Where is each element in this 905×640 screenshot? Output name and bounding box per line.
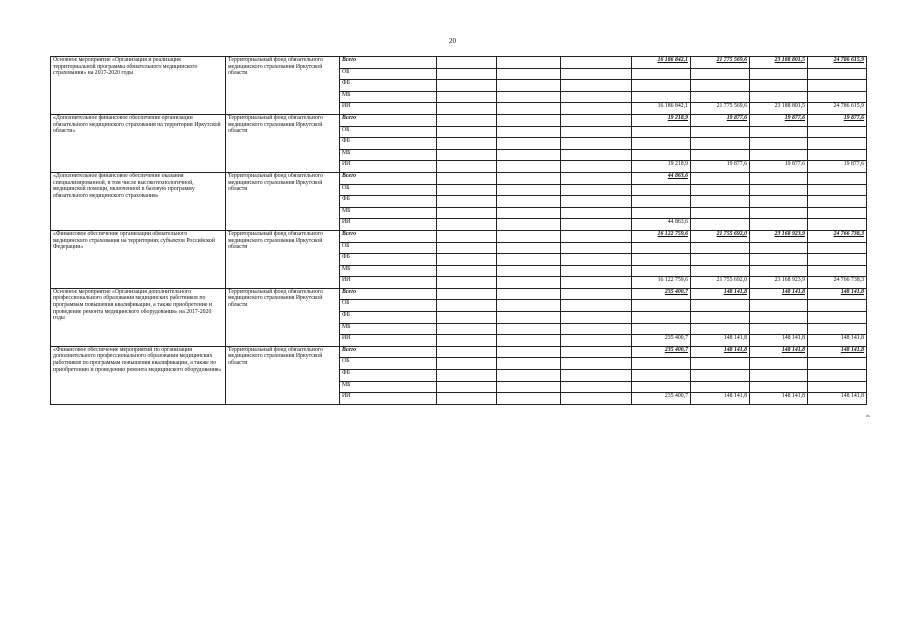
- table-row: [51, 57, 867, 69]
- amount-cell: [632, 358, 691, 370]
- empty-cell: [437, 68, 497, 80]
- amount-cell: 44 863,6: [632, 219, 691, 231]
- amount-cell: 148 141,8: [808, 335, 867, 347]
- empty-cell: [437, 265, 497, 277]
- amount-cell: [750, 138, 808, 150]
- amount-cell: 148 141,8: [808, 346, 867, 358]
- amount-cell: 19 218,9: [632, 114, 691, 126]
- empty-cell: [497, 370, 561, 382]
- amount-cell: [632, 126, 691, 138]
- amount-cell: 16 186 842,1: [632, 103, 691, 115]
- amount-cell: 19 877,6: [691, 161, 750, 173]
- amount-cell: [691, 323, 750, 335]
- page-number: 20: [449, 37, 456, 45]
- empty-cell: [437, 381, 497, 393]
- amount-cell: [691, 138, 750, 150]
- funding-source: МБ: [340, 381, 437, 393]
- amount-cell: [691, 91, 750, 103]
- amount-cell: [808, 68, 867, 80]
- empty-cell: [561, 138, 632, 150]
- amount-cell: [691, 312, 750, 324]
- amount-cell: [632, 91, 691, 103]
- funding-source: ОБ: [340, 126, 437, 138]
- empty-cell: [437, 126, 497, 138]
- empty-cell: [437, 91, 497, 103]
- amount-cell: [808, 300, 867, 312]
- amount-cell: 21 775 569,6: [691, 103, 750, 115]
- table-row: [51, 288, 867, 300]
- empty-cell: [437, 312, 497, 324]
- empty-cell: [561, 277, 632, 289]
- funding-source: ИИ: [340, 219, 437, 231]
- amount-cell: [691, 80, 750, 92]
- responsible-executor: Территориальный фонд обязательного медицинского страхования Иркутской области: [226, 172, 340, 230]
- empty-cell: [497, 207, 561, 219]
- closing-quote-mark: ».: [866, 413, 871, 419]
- amount-cell: [632, 184, 691, 196]
- responsible-executor: Территориальный фонд обязательного медицинского страхования Иркутской области: [226, 288, 340, 346]
- amount-cell: 148 141,8: [750, 393, 808, 405]
- empty-cell: [437, 358, 497, 370]
- empty-cell: [561, 300, 632, 312]
- empty-cell: [437, 323, 497, 335]
- amount-cell: [691, 172, 750, 184]
- amount-cell: 23 188 801,5: [750, 57, 808, 69]
- empty-cell: [561, 149, 632, 161]
- activity-title: Основное мероприятие «Организация и реализация территориальной программы обязательного медицинского страхования» на 2017-2020 годы: [51, 57, 226, 115]
- empty-cell: [437, 138, 497, 150]
- empty-cell: [561, 207, 632, 219]
- empty-cell: [497, 312, 561, 324]
- amount-cell: [691, 300, 750, 312]
- amount-cell: [808, 184, 867, 196]
- empty-cell: [561, 126, 632, 138]
- amount-cell: [750, 196, 808, 208]
- empty-cell: [497, 358, 561, 370]
- funding-source: ФБ: [340, 138, 437, 150]
- funding-source: ИИ: [340, 161, 437, 173]
- amount-cell: [691, 207, 750, 219]
- amount-cell: [750, 381, 808, 393]
- empty-cell: [561, 323, 632, 335]
- amount-cell: [808, 323, 867, 335]
- empty-cell: [497, 172, 561, 184]
- empty-cell: [561, 381, 632, 393]
- amount-cell: [750, 254, 808, 266]
- amount-cell: 24 766 738,3: [808, 277, 867, 289]
- budget-table: [50, 56, 867, 405]
- empty-cell: [437, 161, 497, 173]
- funding-source: Всего: [340, 230, 437, 242]
- activity-title: «Дополнительное финансовое обеспечение оказания специализированной, в том числе высокотехнологичной, медицинской помощи, включенной в базовую программу обязательного медицинского страхования»: [51, 172, 226, 230]
- empty-cell: [497, 196, 561, 208]
- amount-cell: [691, 254, 750, 266]
- empty-cell: [497, 219, 561, 231]
- empty-cell: [497, 277, 561, 289]
- amount-cell: [632, 149, 691, 161]
- funding-source: ИИ: [340, 103, 437, 115]
- empty-cell: [497, 230, 561, 242]
- funding-source: ОБ: [340, 358, 437, 370]
- amount-cell: 148 141,8: [691, 393, 750, 405]
- empty-cell: [497, 381, 561, 393]
- empty-cell: [561, 196, 632, 208]
- amount-cell: 19 877,6: [750, 161, 808, 173]
- amount-cell: [808, 265, 867, 277]
- amount-cell: [808, 80, 867, 92]
- amount-cell: 148 141,8: [750, 335, 808, 347]
- table-row: [51, 346, 867, 358]
- amount-cell: [632, 265, 691, 277]
- amount-cell: 23 188 801,5: [750, 103, 808, 115]
- funding-source: МБ: [340, 265, 437, 277]
- amount-cell: 235 400,7: [632, 288, 691, 300]
- amount-cell: 21 775 569,6: [691, 57, 750, 69]
- empty-cell: [561, 254, 632, 266]
- amount-cell: [750, 126, 808, 138]
- empty-cell: [561, 161, 632, 173]
- amount-cell: 16 122 759,6: [632, 277, 691, 289]
- funding-source: Всего: [340, 172, 437, 184]
- amount-cell: [750, 149, 808, 161]
- amount-cell: [750, 323, 808, 335]
- amount-cell: [691, 126, 750, 138]
- amount-cell: 24 786 615,9: [808, 57, 867, 69]
- empty-cell: [497, 57, 561, 69]
- funding-source: ФБ: [340, 80, 437, 92]
- amount-cell: [750, 68, 808, 80]
- amount-cell: [808, 254, 867, 266]
- amount-cell: 235 400,7: [632, 393, 691, 405]
- empty-cell: [437, 230, 497, 242]
- amount-cell: [691, 219, 750, 231]
- amount-cell: [632, 138, 691, 150]
- amount-cell: 148 141,8: [750, 346, 808, 358]
- funding-source: ФБ: [340, 254, 437, 266]
- empty-cell: [561, 393, 632, 405]
- responsible-executor: Территориальный фонд обязательного медицинского страхования Иркутской области: [226, 346, 340, 404]
- activity-title: Основное мероприятие «Организация дополнительного профессионального образования медицинских работников по программам повышения квалификации, а также приобретение и проведение ремонта медицинского оборудования» на 2017-2020 годы: [51, 288, 226, 346]
- empty-cell: [497, 335, 561, 347]
- empty-cell: [437, 393, 497, 405]
- funding-source: ОБ: [340, 184, 437, 196]
- empty-cell: [497, 138, 561, 150]
- empty-cell: [497, 288, 561, 300]
- empty-cell: [437, 114, 497, 126]
- responsible-executor: Территориальный фонд обязательного медицинского страхования Иркутской области: [226, 114, 340, 172]
- empty-cell: [561, 91, 632, 103]
- funding-source: ОБ: [340, 68, 437, 80]
- amount-cell: [632, 312, 691, 324]
- empty-cell: [497, 114, 561, 126]
- amount-cell: 19 877,6: [808, 114, 867, 126]
- responsible-executor: Территориальный фонд обязательного медицинского страхования Иркутской области: [226, 230, 340, 288]
- amount-cell: [632, 68, 691, 80]
- funding-source: ОБ: [340, 242, 437, 254]
- amount-cell: [632, 242, 691, 254]
- empty-cell: [497, 80, 561, 92]
- table-row: [51, 230, 867, 242]
- empty-cell: [561, 335, 632, 347]
- empty-cell: [497, 68, 561, 80]
- funding-source: Всего: [340, 346, 437, 358]
- empty-cell: [437, 196, 497, 208]
- empty-cell: [561, 68, 632, 80]
- amount-cell: 19 877,6: [808, 161, 867, 173]
- empty-cell: [437, 219, 497, 231]
- amount-cell: [808, 370, 867, 382]
- empty-cell: [437, 335, 497, 347]
- amount-cell: [750, 172, 808, 184]
- empty-cell: [497, 393, 561, 405]
- activity-title: «Финансовое обеспечение организации обязательного медицинского страхования на территориях субъектов Российской Федерации»: [51, 230, 226, 288]
- empty-cell: [561, 57, 632, 69]
- table-row: [51, 114, 867, 126]
- amount-cell: [632, 370, 691, 382]
- empty-cell: [437, 346, 497, 358]
- empty-cell: [437, 254, 497, 266]
- amount-cell: 21 755 692,0: [691, 230, 750, 242]
- funding-source: МБ: [340, 149, 437, 161]
- empty-cell: [497, 161, 561, 173]
- amount-cell: [750, 80, 808, 92]
- amount-cell: 23 168 923,9: [750, 230, 808, 242]
- funding-source: Всего: [340, 114, 437, 126]
- empty-cell: [561, 242, 632, 254]
- amount-cell: [632, 196, 691, 208]
- amount-cell: [632, 207, 691, 219]
- empty-cell: [497, 103, 561, 115]
- amount-cell: [808, 312, 867, 324]
- amount-cell: [750, 242, 808, 254]
- funding-source: Всего: [340, 57, 437, 69]
- amount-cell: [691, 358, 750, 370]
- amount-cell: [750, 219, 808, 231]
- amount-cell: 19 218,9: [632, 161, 691, 173]
- amount-cell: [691, 370, 750, 382]
- amount-cell: [750, 370, 808, 382]
- activity-title: «Дополнительное финансовое обеспечение организации обязательного медицинского страхования на территории Иркутской области»: [51, 114, 226, 172]
- empty-cell: [497, 265, 561, 277]
- amount-cell: [808, 207, 867, 219]
- funding-source: МБ: [340, 323, 437, 335]
- amount-cell: 16 186 842,1: [632, 57, 691, 69]
- empty-cell: [561, 172, 632, 184]
- amount-cell: [691, 242, 750, 254]
- empty-cell: [437, 242, 497, 254]
- empty-cell: [561, 358, 632, 370]
- empty-cell: [437, 288, 497, 300]
- amount-cell: [750, 184, 808, 196]
- amount-cell: [750, 312, 808, 324]
- amount-cell: [750, 265, 808, 277]
- amount-cell: [750, 300, 808, 312]
- empty-cell: [561, 184, 632, 196]
- empty-cell: [437, 149, 497, 161]
- funding-source: Всего: [340, 288, 437, 300]
- responsible-executor: Территориальный фонд обязательного медицинского страхования Иркутской области: [226, 57, 340, 115]
- funding-source: ИИ: [340, 335, 437, 347]
- amount-cell: 235 400,7: [632, 335, 691, 347]
- funding-source: ФБ: [340, 312, 437, 324]
- empty-cell: [561, 312, 632, 324]
- empty-cell: [561, 80, 632, 92]
- funding-source: МБ: [340, 207, 437, 219]
- amount-cell: 19 877,6: [691, 114, 750, 126]
- amount-cell: 16 122 759,6: [632, 230, 691, 242]
- empty-cell: [437, 277, 497, 289]
- amount-cell: [691, 196, 750, 208]
- funding-source: ОБ: [340, 300, 437, 312]
- amount-cell: [750, 207, 808, 219]
- amount-cell: [808, 219, 867, 231]
- amount-cell: [808, 149, 867, 161]
- amount-cell: [808, 358, 867, 370]
- amount-cell: [691, 184, 750, 196]
- empty-cell: [561, 219, 632, 231]
- amount-cell: [750, 358, 808, 370]
- empty-cell: [561, 230, 632, 242]
- empty-cell: [437, 300, 497, 312]
- amount-cell: 235 400,7: [632, 346, 691, 358]
- amount-cell: [808, 172, 867, 184]
- amount-cell: [808, 91, 867, 103]
- amount-cell: [691, 381, 750, 393]
- amount-cell: [632, 254, 691, 266]
- amount-cell: 148 141,8: [691, 346, 750, 358]
- empty-cell: [437, 184, 497, 196]
- empty-cell: [561, 265, 632, 277]
- amount-cell: 148 141,8: [691, 335, 750, 347]
- empty-cell: [497, 346, 561, 358]
- amount-cell: 19 877,6: [750, 114, 808, 126]
- amount-cell: [750, 91, 808, 103]
- amount-cell: [808, 126, 867, 138]
- empty-cell: [561, 370, 632, 382]
- empty-cell: [497, 149, 561, 161]
- amount-cell: [632, 381, 691, 393]
- amount-cell: 148 141,8: [808, 393, 867, 405]
- empty-cell: [437, 370, 497, 382]
- empty-cell: [497, 126, 561, 138]
- amount-cell: [808, 381, 867, 393]
- funding-source: ИИ: [340, 393, 437, 405]
- amount-cell: [632, 80, 691, 92]
- empty-cell: [497, 242, 561, 254]
- amount-cell: [691, 265, 750, 277]
- funding-source: ИИ: [340, 277, 437, 289]
- amount-cell: [808, 242, 867, 254]
- amount-cell: 23 168 923,9: [750, 277, 808, 289]
- funding-source: ФБ: [340, 196, 437, 208]
- empty-cell: [561, 103, 632, 115]
- empty-cell: [497, 300, 561, 312]
- empty-cell: [497, 91, 561, 103]
- empty-cell: [497, 184, 561, 196]
- empty-cell: [437, 103, 497, 115]
- amount-cell: 21 755 692,0: [691, 277, 750, 289]
- empty-cell: [437, 207, 497, 219]
- amount-cell: 44 863,6: [632, 172, 691, 184]
- amount-cell: 148 141,8: [691, 288, 750, 300]
- funding-source: МБ: [340, 91, 437, 103]
- amount-cell: 24 766 738,3: [808, 230, 867, 242]
- empty-cell: [561, 346, 632, 358]
- amount-cell: [808, 138, 867, 150]
- empty-cell: [437, 172, 497, 184]
- activity-title: «Финансовое обеспечение мероприятий по организации дополнительного профессионального образования медицинских работников по программам повышения квалификации, а также по приобретению и проведению ремонта медицинского оборудования»: [51, 346, 226, 404]
- amount-cell: [632, 323, 691, 335]
- amount-cell: 148 141,8: [808, 288, 867, 300]
- amount-cell: 24 786 615,9: [808, 103, 867, 115]
- amount-cell: [808, 196, 867, 208]
- amount-cell: 148 141,8: [750, 288, 808, 300]
- empty-cell: [437, 57, 497, 69]
- empty-cell: [497, 254, 561, 266]
- amount-cell: [691, 149, 750, 161]
- empty-cell: [497, 323, 561, 335]
- amount-cell: [691, 68, 750, 80]
- table-row: [51, 172, 867, 184]
- empty-cell: [561, 288, 632, 300]
- funding-source: ФБ: [340, 370, 437, 382]
- amount-cell: [632, 300, 691, 312]
- empty-cell: [561, 114, 632, 126]
- empty-cell: [437, 80, 497, 92]
